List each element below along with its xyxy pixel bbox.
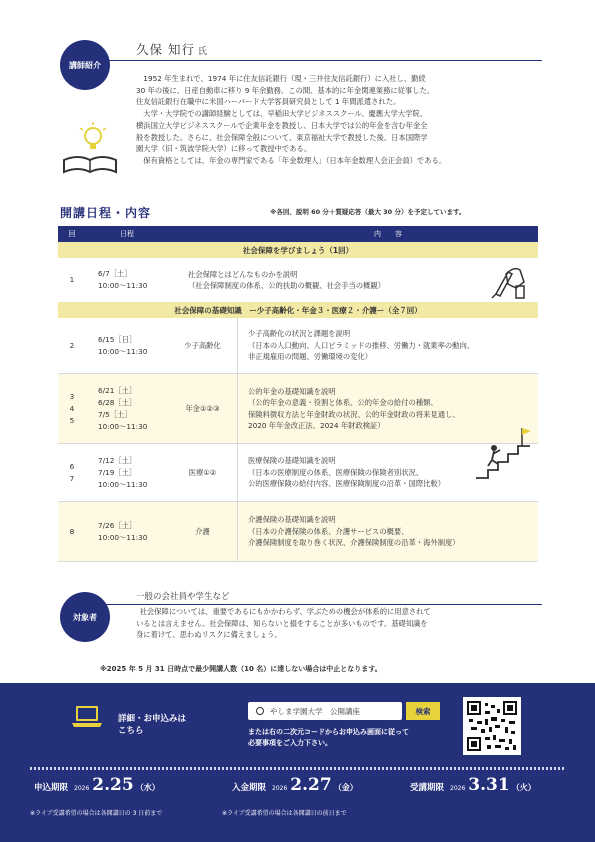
- schedule-table: [58, 226, 538, 562]
- deadline-application: 申込期限 2026 2.25 （水）: [34, 775, 160, 795]
- table-row: 6 7 7/12［土］ 7/19［土］ 10:00～11:30 医療①② 医療保険の基礎知識を説明 （日本の医療制度の体系、医療保険の保険者別状況、 公的医療保険の給付内容、医療保険制度の沿革・国際比較）: [58, 444, 538, 502]
- table-row: 8 7/26［土］ 10:00～11:30 介護 介護保険の基礎知識を説明 （日本の介護保険の体系、介護サービスの概要、 介護保険制度を取り巻く状況、介護保険制度の沿革・海外制度）: [58, 502, 538, 562]
- schedule-title: 開講日程・内容: [60, 206, 152, 220]
- section-header-intro: 社会保障を学びましょう（1回）: [58, 242, 538, 258]
- lightbulb-book-icon: [60, 120, 120, 178]
- deadline-note: ※ライブ受講希望の場合は各開講日の前日まで: [222, 810, 347, 817]
- qr-code-icon[interactable]: [463, 697, 521, 755]
- apply-text: 詳細・お申込みは こちら: [118, 714, 187, 736]
- table-row: 1 6/7［土］ 10:00～11:30 社会保障とはどんなものかを説明 （社会保障制度の体系、公的扶助の概観、社会手当の概観）: [58, 258, 538, 302]
- section-header-basics: 社会保障の基礎知識 ー少子高齢化・年金３・医療２・介護ー（全７回）: [58, 302, 538, 318]
- target-audience: 一般の会社員や学生など: [136, 592, 230, 602]
- divider: [90, 604, 542, 605]
- deadline-attendance: 受講期限 2026 3.31 （火）: [410, 775, 536, 795]
- lecturer-name: 久保 知行 氏: [136, 42, 208, 57]
- table-row: 3 4 5 6/21［土］ 6/28［土］ 7/5［土］ 10:00～11:30 年金①②③ 公的年金の基礎知識を説明 （公的年金の意義・役割と体系、公的年金の給付の種類、 保険料徴収方法と年金財政の状況、公的年金財政の将来見通し、 2020 年年金改正法、2024 年財政検証）: [58, 374, 538, 444]
- deadline-payment: 入金期限 2026 2.27 （金）: [232, 775, 358, 795]
- qr-note: または右の二次元コードからお申込み画面に従って 必要事項をご入力下さい。: [248, 728, 409, 747]
- schedule-note: ※各回、説明 60 分＋質疑応答（最大 30 分）を予定しています。: [270, 208, 466, 216]
- search-button[interactable]: 検索: [406, 702, 440, 720]
- footer: [0, 683, 595, 842]
- search-icon: [256, 707, 264, 715]
- divider: [90, 60, 542, 61]
- lecturer-badge: 講師紹介: [60, 40, 110, 90]
- table-row: 2 6/15［日］ 10:00～11:30 少子高齢化 少子高齢化の状況と課題を説明 （日本の人口動向、人口ピラミッドの推移、労働力・就業率の動向、 非正規雇用の問題、労働環境の変化）: [58, 318, 538, 374]
- lecturer-bio: 1952 年生まれで、1974 年に住友信託銀行（現・三井住友信託銀行）に入社し、勤続 30 年の後に、日産自動車に移り 9 年余勤務。この間、基本的に年金関連業務に従事した。 住友信託銀行在職中に米国ハーバード大学客員研究員として 1 年間派遣された。 大学・大学院での講師経験としては、早稲田大学ビジネススクール、慶應大学大学院、 横浜国立大学ビジネススクールで企業年金を教授し、日本大学では公的年金を含む年金全 般を教授した。さらに、社会保障全般について、東京福祉大学で教授した後、日本国際学 園大学（旧・筑波学院大学）に移って教授中である。 保有資格としては、年金の専門家である「年金数理人」（日本年金数理人会正会員）である。: [136, 74, 447, 165]
- laptop-icon: [72, 705, 102, 729]
- stairs-flag-icon: [474, 426, 532, 480]
- divider: [30, 767, 565, 770]
- cancel-note: ※2025 年 5 月 31 日時点で最少開講人数（10 名）に達しない場合は中止となります。: [100, 665, 382, 673]
- target-body: 社会保障については、重要であるにもかかわらず、学ぶための機会が体系的に用意されて いるとは言えません。社会保障は、知らないと損をすることが多いものです。基礎知識を 身に着けて、思わぬリスクに備えましょう。: [136, 607, 431, 640]
- target-badge: 対象者: [60, 592, 110, 642]
- table-header: 回 日程 内 容: [58, 226, 538, 242]
- search-input[interactable]: やしま学園大学 公開講座: [248, 702, 402, 720]
- deadline-note: ※ライブ受講希望の場合は各開講日の 3 日前まで: [30, 810, 163, 817]
- hand-pen-icon: [486, 260, 530, 300]
